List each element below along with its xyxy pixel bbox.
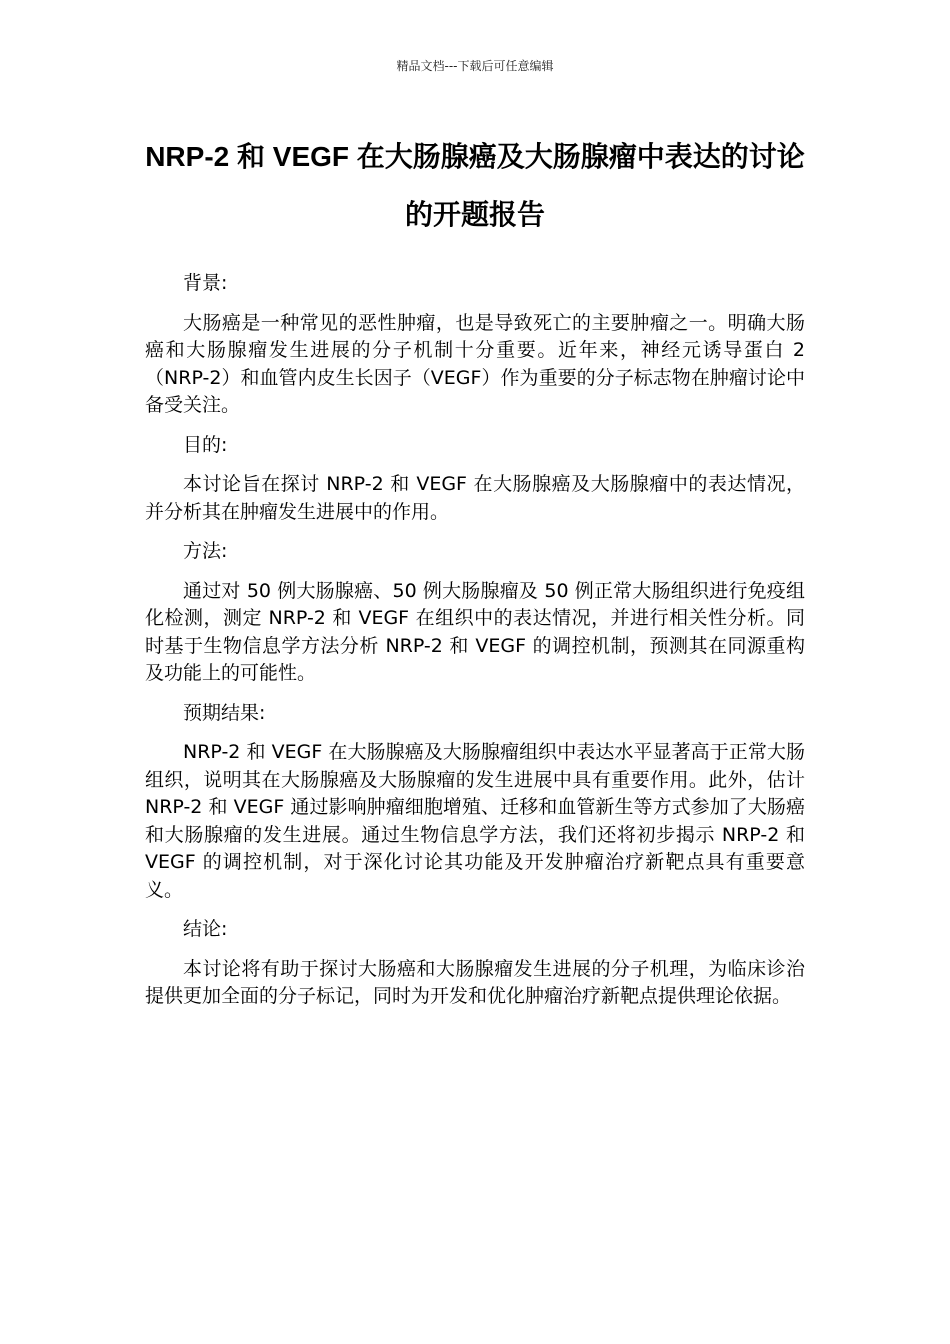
background-heading: 背景: — [183, 272, 228, 294]
method-paragraph: 通过对 50 例大肠腺癌、50 例大肠腺瘤及 50 例正常大肠组织进行免疫组化检测，测定 NRP-2 和 VEGF 在组织中的表达情况，并进行相关性分析。同时基于生物信息学方法分析 NRP-2 和 VEGF 的调控机制，预测其在同源重构及功能上的可能性。 — [145, 579, 805, 684]
header-note: 精品文档---下载后可任意编辑 — [396, 59, 554, 73]
expected-results-paragraph: NRP-2 和 VEGF 在大肠腺癌及大肠腺瘤组织中表达水平显著高于正常大肠组织，说明其在大肠腺癌及大肠腺瘤的发生进展中具有重要作用。此外，估计 NRP-2 和 VEGF 通过影响肿瘤细胞增殖、迁移和血管新生等方式参加了大肠癌和大肠腺瘤的发生进展。通过生物信息学方法，我们还将初步揭示 NRP-2 和 VEGF 的调控机制，对于深化讨论其功能及开发肿瘤治疗新靶点具有重要意义。 — [145, 741, 805, 901]
document-body — [145, 270, 805, 1023]
conclusion-heading: 结论: — [183, 918, 228, 940]
conclusion-paragraph: 本讨论将有助于探讨大肠癌和大肠腺瘤发生进展的分子机理，为临床诊治提供更加全面的分子标记，同时为开发和优化肿瘤治疗新靶点提供理论依据。 — [145, 957, 805, 1007]
method-heading: 方法: — [183, 540, 228, 562]
expected-results-heading: 预期结果: — [183, 701, 266, 724]
document-title: NRP-2 和 VEGF 在大肠腺癌及大肠腺瘤中表达的讨论的开题报告 — [145, 141, 805, 230]
purpose-heading: 目的: — [183, 433, 228, 456]
background-paragraph: 大肠癌是一种常见的恶性肿瘤，也是导致死亡的主要肿瘤之一。明确大肠癌和大肠腺瘤发生进展的分子机制十分重要。近年来，神经元诱导蛋白 2（NRP-2）和血管内皮生长因子（VEGF）作为重要的分子标志物在肿瘤讨论中备受关注。 — [145, 311, 805, 416]
purpose-paragraph: 本讨论旨在探讨 NRP-2 和 VEGF 在大肠腺癌及大肠腺瘤中的表达情况，并分析其在肿瘤发生进展中的作用。 — [145, 473, 805, 523]
